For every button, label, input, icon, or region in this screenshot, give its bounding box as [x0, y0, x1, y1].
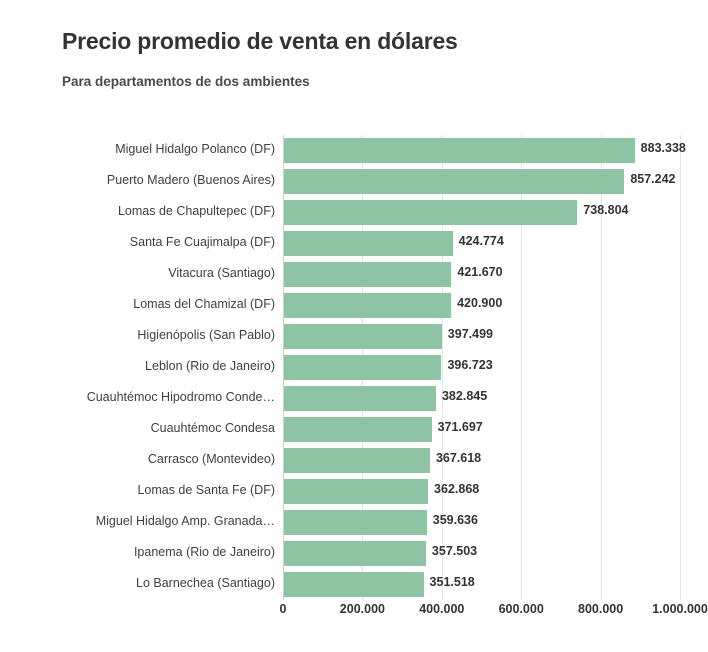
bar-value-label: 359.636 — [432, 513, 478, 527]
bar[interactable] — [284, 572, 424, 597]
bar-value-label: 367.618 — [435, 451, 482, 465]
bar-value-label: 357.503 — [431, 544, 478, 558]
category-label: Cuauhtémoc Condesa — [150, 421, 275, 435]
bar[interactable] — [284, 510, 427, 535]
bar-value-label: 382.845 — [441, 389, 488, 403]
plot-area — [283, 135, 686, 600]
category-label: Puerto Madero (Buenos Aires) — [106, 173, 275, 187]
bars-container — [283, 135, 686, 600]
category-label: Higienópolis (San Pablo) — [137, 328, 275, 342]
x-axis — [279, 600, 708, 624]
category-label: Cuauhtémoc Hipodromo Conde… — [86, 390, 275, 404]
bar[interactable] — [284, 231, 453, 256]
bar-value-label: 421.670 — [457, 265, 503, 279]
x-tick-label: 200.000 — [339, 602, 385, 616]
category-label: Vitacura (Santiago) — [168, 266, 275, 280]
category-label: Lomas de Santa Fe (DF) — [137, 483, 275, 497]
category-label: Lo Barnechea (Santiago) — [136, 576, 275, 590]
x-tick-label: 800.000 — [578, 602, 624, 616]
bar[interactable] — [284, 138, 635, 163]
bar-value-label: 424.774 — [458, 234, 504, 248]
x-tick-label: 600.000 — [498, 602, 544, 616]
bar[interactable] — [284, 386, 436, 411]
bar-value-label: 371.697 — [437, 420, 483, 434]
bar-value-label: 857.242 — [630, 172, 676, 186]
bar[interactable] — [284, 448, 430, 473]
bar-value-label: 397.499 — [447, 327, 493, 341]
bar[interactable] — [284, 417, 432, 442]
category-label: Ipanema (Rio de Janeiro) — [133, 545, 275, 559]
page-title: Precio promedio de venta en dólares — [62, 28, 458, 54]
category-label: Lomas de Chapultepec (DF) — [117, 204, 275, 218]
bar-value-label: 362.868 — [434, 482, 480, 496]
category-label: Leblon (Rio de Janeiro) — [145, 359, 275, 373]
bar-value-label: 396.723 — [447, 358, 493, 372]
bar[interactable] — [284, 355, 441, 380]
bar[interactable] — [284, 324, 442, 349]
x-tick-label: 1.000.000 — [652, 602, 708, 616]
bar[interactable] — [284, 262, 451, 287]
bar[interactable] — [284, 200, 577, 225]
category-label: Carrasco (Montevideo) — [147, 452, 275, 466]
x-tick-label: 400.000 — [419, 602, 465, 616]
category-label: Miguel Hidalgo Amp. Granada… — [95, 514, 275, 528]
bar-value-label: 351.518 — [429, 575, 475, 589]
bar[interactable] — [284, 479, 428, 504]
category-label: Lomas del Chamizal (DF) — [133, 297, 275, 311]
x-tick-label: 0 — [279, 602, 287, 616]
bar-value-label: 420.900 — [457, 296, 503, 310]
bar[interactable] — [284, 541, 426, 566]
category-label: Miguel Hidalgo Polanco (DF) — [115, 142, 275, 156]
bar[interactable] — [284, 293, 451, 318]
category-label: Santa Fe Cuajimalpa (DF) — [129, 235, 275, 249]
bar-value-label: 738.804 — [583, 203, 629, 217]
bar-value-label: 883.338 — [640, 141, 686, 155]
chart-subtitle: Para departamentos de dos ambientes — [62, 74, 310, 89]
gridline — [680, 135, 681, 600]
category-axis — [0, 135, 275, 600]
bar[interactable] — [284, 169, 624, 194]
